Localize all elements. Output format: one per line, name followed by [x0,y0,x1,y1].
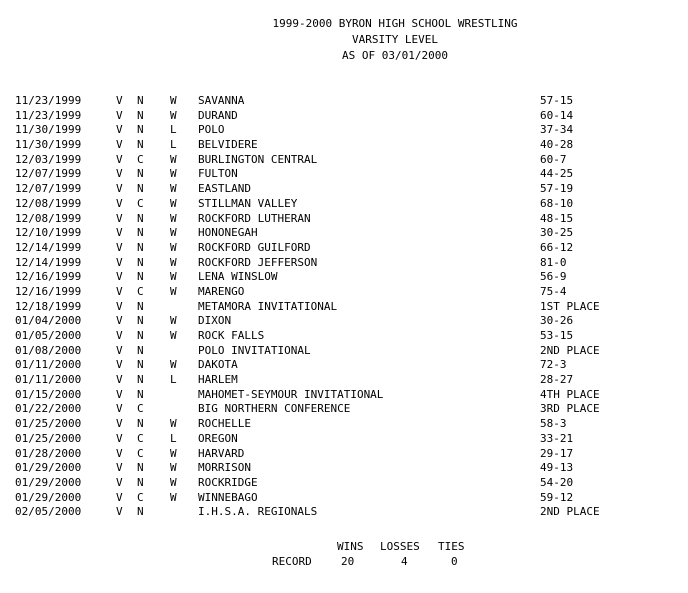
match-result: L [170,431,177,445]
match-site: C [137,402,144,416]
match-result: W [170,240,177,254]
match-row [0,358,688,373]
match-level: V [116,343,123,357]
match-row [0,300,688,315]
match-score: 66-12 [540,240,574,254]
match-row [0,388,688,403]
match-opponent: POLO INVITATIONAL [198,343,311,357]
match-result: L [170,123,177,137]
match-result: W [170,358,177,372]
match-level: V [116,299,123,313]
match-date: 01/05/2000 [15,329,82,342]
match-row [0,417,688,432]
match-date: 01/25/2000 [15,417,82,431]
match-opponent: HARVARD [198,446,245,460]
match-row [0,182,688,197]
match-site: N [137,387,144,401]
match-opponent: I.H.S.A. REGIONALS [198,505,318,519]
match-date: 12/14/1999 [15,240,82,254]
match-row [0,402,688,417]
match-level: V [116,314,123,328]
match-result: W [170,255,177,269]
match-opponent: WINNEBAGO [198,490,258,504]
match-opponent: MAHOMET-SEYMOUR INVITATIONAL [198,387,384,401]
match-row [0,447,688,462]
match-row [0,123,688,138]
report-level: VARSITY LEVEL [351,33,439,46]
match-row [0,94,688,109]
match-site: N [137,329,144,342]
report-title: 1999-2000 BYRON HIGH SCHOOL WRESTLING [272,17,518,30]
match-list [0,94,688,520]
match-site: N [137,123,144,137]
match-opponent: DURAND [198,108,238,122]
report-date: AS OF 03/01/2000 [342,49,448,62]
match-site: N [137,182,144,196]
match-date: 12/16/1999 [15,284,82,298]
match-result: W [170,417,177,431]
match-row [0,344,688,359]
match-site: N [137,461,144,475]
match-level: V [116,94,123,107]
losses-value: 4 [401,555,408,568]
match-date: 11/23/1999 [15,108,82,122]
match-site: C [137,446,144,460]
match-level: V [116,152,123,166]
match-row [0,167,688,182]
match-score: 30-25 [540,226,574,240]
match-site: C [137,284,144,298]
match-date: 01/25/2000 [15,431,82,445]
match-date: 01/28/2000 [15,446,82,460]
match-row [0,314,688,329]
match-date: 12/08/1999 [15,211,82,225]
match-date: 12/07/1999 [15,182,82,196]
match-site: N [137,270,144,284]
match-level: V [116,446,123,460]
match-site: N [137,299,144,313]
match-level: V [116,182,123,196]
match-row [0,138,688,153]
match-site: N [137,343,144,357]
match-score: 48-15 [540,211,574,225]
match-score: 37-34 [540,123,574,137]
match-level: V [116,402,123,416]
match-level: V [116,255,123,269]
match-score: 58-3 [540,417,567,431]
ties-value: 0 [451,555,458,568]
match-site: N [137,417,144,431]
match-score: 68-10 [540,196,574,210]
match-level: V [116,461,123,475]
match-site: N [137,373,144,387]
match-date: 01/11/2000 [15,373,82,387]
record-label: RECORD [272,555,312,568]
match-result: W [170,226,177,240]
match-date: 01/29/2000 [15,461,82,475]
match-result: W [170,446,177,460]
match-score: 4TH PLACE [540,387,600,401]
match-result: W [170,284,177,298]
match-row [0,432,688,447]
match-site: N [137,240,144,254]
match-score: 1ST PLACE [540,299,600,313]
match-score: 28-27 [540,373,574,387]
match-opponent: BURLINGTON CENTRAL [198,152,318,166]
match-site: N [137,211,144,225]
match-site: C [137,490,144,504]
match-opponent: DIXON [198,314,232,328]
match-score: 59-12 [540,490,574,504]
match-row [0,212,688,227]
match-level: V [116,240,123,254]
match-result: W [170,196,177,210]
match-row [0,226,688,241]
match-row [0,373,688,388]
match-result: L [170,373,177,387]
match-date: 01/15/2000 [15,387,82,401]
match-row [0,285,688,300]
match-date: 02/05/2000 [15,505,82,519]
match-date: 11/23/1999 [15,94,82,107]
match-date: 01/08/2000 [15,343,82,357]
ties-header: TIES [438,540,465,553]
match-site: N [137,475,144,489]
match-score: 49-13 [540,461,574,475]
match-site: C [137,152,144,166]
match-score: 44-25 [540,167,574,181]
match-row [0,197,688,212]
match-site: N [137,108,144,122]
match-score: 53-15 [540,329,574,342]
match-score: 75-4 [540,284,567,298]
match-opponent: BIG NORTHERN CONFERENCE [198,402,351,416]
match-date: 12/03/1999 [15,152,82,166]
match-score: 2ND PLACE [540,505,600,519]
match-row [0,505,688,520]
match-level: V [116,270,123,284]
match-level: V [116,358,123,372]
match-level: V [116,431,123,445]
match-opponent: ROCKFORD LUTHERAN [198,211,311,225]
match-level: V [116,505,123,519]
match-site: N [137,138,144,152]
match-result: W [170,182,177,196]
match-date: 12/18/1999 [15,299,82,313]
match-opponent: ROCHELLE [198,417,251,431]
match-opponent: BELVIDERE [198,138,258,152]
match-opponent: EASTLAND [198,182,251,196]
match-site: N [137,314,144,328]
match-opponent: MORRISON [198,461,251,475]
match-date: 11/30/1999 [15,123,82,137]
match-level: V [116,417,123,431]
report-header [0,16,688,64]
match-result: W [170,108,177,122]
match-row [0,109,688,124]
match-row [0,153,688,168]
match-opponent: MARENGO [198,284,245,298]
match-score: 60-7 [540,152,567,166]
match-result: W [170,490,177,504]
match-opponent: ROCK FALLS [198,329,265,342]
match-score: 57-19 [540,182,574,196]
match-opponent: OREGON [198,431,238,445]
match-site: C [137,196,144,210]
match-opponent: POLO [198,123,225,137]
match-site: N [137,167,144,181]
match-date: 12/07/1999 [15,167,82,181]
match-date: 01/04/2000 [15,314,82,328]
match-opponent: METAMORA INVITATIONAL [198,299,338,313]
match-result: W [170,461,177,475]
match-level: V [116,167,123,181]
match-site: C [137,431,144,445]
match-date: 01/29/2000 [15,490,82,504]
match-score: 33-21 [540,431,574,445]
match-row [0,270,688,285]
match-result: W [170,314,177,328]
match-opponent: LENA WINSLOW [198,270,278,284]
match-row [0,329,688,344]
match-site: N [137,226,144,240]
match-score: 29-17 [540,446,574,460]
match-date: 12/16/1999 [15,270,82,284]
match-site: N [137,358,144,372]
match-result: W [170,211,177,225]
match-date: 11/30/1999 [15,138,82,152]
match-opponent: HONONEGAH [198,226,258,240]
match-row [0,241,688,256]
match-row [0,476,688,491]
match-level: V [116,490,123,504]
match-row [0,461,688,476]
match-opponent: STILLMAN VALLEY [198,196,298,210]
match-result: W [170,475,177,489]
match-score: 2ND PLACE [540,343,600,357]
match-level: V [116,387,123,401]
match-score: 3RD PLACE [540,402,600,416]
match-level: V [116,211,123,225]
wins-header: WINS [337,540,364,553]
match-level: V [116,284,123,298]
match-score: 30-26 [540,314,574,328]
match-row [0,256,688,271]
match-opponent: SAVANNA [198,94,245,107]
match-date: 01/29/2000 [15,475,82,489]
match-result: W [170,167,177,181]
match-result: W [170,94,177,107]
match-opponent: DAKOTA [198,358,238,372]
match-score: 81-0 [540,255,567,269]
match-site: N [137,255,144,269]
match-opponent: ROCKFORD GUILFORD [198,240,311,254]
match-score: 40-28 [540,138,574,152]
match-date: 12/08/1999 [15,196,82,210]
season-record [0,539,688,573]
match-score: 54-20 [540,475,574,489]
match-result: L [170,138,177,152]
match-score: 57-15 [540,94,574,107]
match-site: N [137,505,144,519]
match-score: 56-9 [540,270,567,284]
wins-value: 20 [341,555,355,568]
match-level: V [116,329,123,342]
match-score: 72-3 [540,358,567,372]
match-row [0,491,688,506]
match-score: 60-14 [540,108,574,122]
match-result: W [170,152,177,166]
match-level: V [116,196,123,210]
match-date: 01/22/2000 [15,402,82,416]
match-level: V [116,226,123,240]
match-level: V [116,123,123,137]
match-date: 12/14/1999 [15,255,82,269]
match-level: V [116,138,123,152]
match-opponent: ROCKRIDGE [198,475,258,489]
match-date: 01/11/2000 [15,358,82,372]
match-result: W [170,270,177,284]
match-site: N [137,94,144,107]
match-level: V [116,373,123,387]
match-opponent: FULTON [198,167,238,181]
match-date: 12/10/1999 [15,226,82,240]
match-opponent: HARLEM [198,373,238,387]
match-level: V [116,108,123,122]
match-result: W [170,329,177,342]
match-level: V [116,475,123,489]
match-opponent: ROCKFORD JEFFERSON [198,255,318,269]
losses-header: LOSSES [380,540,420,553]
